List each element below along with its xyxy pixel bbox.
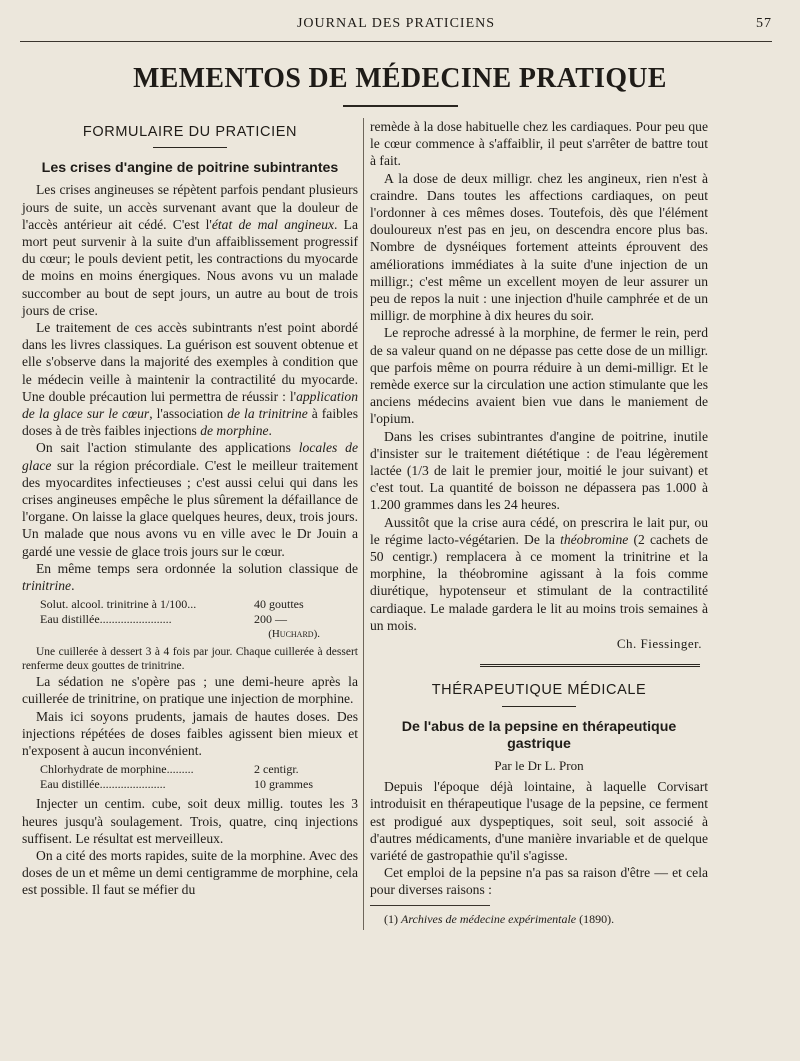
paragraph: En même temps sera ordonnée la solution classique de trinitrine.	[22, 560, 358, 594]
paragraph: Le reproche adressé à la morphine, de fermer le rein, perd de sa valeur quand on ne dépasse pas cette dose de un milligr. que parfois même on pourra réduire à un demi-milligr. Et le remède exerce sur la circulation une action stimulante que les anciens médecins avaient bien vue dans le maniement de l'opium.	[370, 325, 708, 427]
prescription-line: Eau distillée........................ 200 —	[40, 612, 287, 627]
paragraph: A la dose de deux milligr. chez les angineux, rien n'est à craindre. Dans toutes les affections cardiaques, on peut l'ordonner à ces mêmes doses. Toutefois, dès que l'élément douloureux n'est pas en jeu, on descendra encore plus bas. Nombre de dysnéiques fortement atteints éprouvent des améliorations immédiates à la suite d'une injection de un milligr.; c'est même un excellent moyen de leur assurer un peu de repos la nuit : une injection d'huile camphrée et de un milligr. de morphine à dix heures du soir.	[370, 170, 708, 324]
paragraph: Mais ici soyons prudents, jamais de hautes doses. Des injections répétées de doses faibles agissent bien mieux et n'exposent à aucun inconvénient.	[22, 708, 358, 759]
prescription-line: Chlorhydrate de morphine......... 2 centigr.	[40, 762, 299, 777]
paragraph: On a cité des morts rapides, suite de la morphine. Avec des doses de un et même un demi centigramme de morphine, cela est possible. Il faut se méfier du	[22, 847, 358, 898]
title-rule	[343, 105, 458, 107]
prescription-line: Eau distillée...................... 10 grammes	[40, 777, 313, 792]
prescription-credit: (Huchard).	[268, 628, 320, 641]
footnote: (1) Archives de médecine expérimentale (1890).	[384, 911, 615, 926]
paragraph: La sédation ne s'opère pas ; une demi-heure après la cuillerée de trinitrine, on pratique une injection de morphine.	[22, 674, 358, 707]
column-divider	[363, 118, 364, 930]
running-header	[20, 16, 772, 38]
paragraph: Cet emploi de la pepsine n'a pas sa raison d'être — et cela pour diverses raisons :	[370, 865, 708, 898]
prescription-line: Solut. alcool. trinitrine à 1/100... 40 gouttes	[40, 597, 304, 612]
prescription-note: Une cuillerée à dessert 3 à 4 fois par jour. Chaque cuillerée à dessert renferme deux gouttes de trinitrine.	[22, 646, 358, 673]
left-column	[22, 118, 358, 899]
paragraph: Dans les crises subintrantes d'angine de poitrine, inutile d'insister sur le traitement diététique : de l'eau légèrement lactée (1/3 de lait le premier jour, moitié le jour suivant) et c'est tout. La quantité de boisson ne dépassera pas 1.000 à 1.200 grammes dans les 24 heures.	[370, 428, 708, 513]
section-separator	[480, 664, 700, 670]
main-title: MEMENTOS DE MÉDECINE PRATIQUE	[133, 62, 667, 94]
paragraph-continued: remède à la dose habituelle chez les cardiaques. Pour peu que le cœur commence à s'affaiblir, il peut s'arrêter de battre tout à fait.	[370, 119, 708, 169]
page-number: 57	[756, 16, 772, 31]
section-rule	[153, 147, 227, 148]
journal-name: JOURNAL DES PRATICIENS	[296, 16, 496, 31]
footnote-rule	[370, 905, 490, 906]
paragraph: Injecter un centim. cube, soit deux millig. toutes les 3 heures jusqu'à soulagement. Trois, quatre, cinq injections suffisent. Le résultat est merveilleux.	[22, 796, 358, 846]
section-rule	[502, 706, 576, 707]
right-column	[370, 118, 708, 927]
article-title-angine: Les crises d'angine de poitrine subintrantes	[41, 160, 339, 177]
prescription-morphine	[22, 762, 358, 792]
paragraph: On sait l'action stimulante des applications locales de glace sur la région précordiale. C'est le meilleur traitement des myocardites infectieuses ; c'est aussi celui qui dans les crises angineuses empêche le plus sûrement la défaillance de l'organe. On laisse la glace quelques heures, deux, trois jours. Un malade que nous avons vu en ville avec le Dr Jouin a gardé une vessie de glace trois jours sur le cœur.	[22, 440, 358, 559]
header-rule	[20, 41, 772, 42]
paragraph: Les crises angineuses se répètent parfois pendant plusieurs jours de suite, un accès survenant avant que la douleur de l'accès antérieur ait cédé. C'est l'état de mal angineux. La mort peut survenir à la suite d'un affaiblissement progressif du cœur; le pouls devient petit, les contractions du myocarde de moins en moins énergiques. Nous avons vu un malade succomber au bout de sept jours, un autre au bout de trois jours de crise.	[22, 182, 359, 318]
paragraph: Le traitement de ces accès subintrants n'est point abordé dans les livres classiques. La guérison est souvent obtenue et elle s'observe dans la majorité des exemples à condition que le médecin veille à maintenir la contractilité du myocarde. Une double précaution lui permettra de réussir : l'application de la glace sur le cœur, l'association de la trinitrine à faibles doses à de très faibles injections de morphine.	[22, 320, 358, 439]
paragraph: Depuis l'époque déjà lointaine, à laquelle Corvisart introduisit en thérapeutique l'usage de la pepsine, ce ferment est prodigué aux dyspeptiques, soit seul, soit associé à d'autres médicaments, d'une manière invariable et de quelque variété de gastropathie qu'il s'agisse.	[370, 779, 708, 863]
author-signature: Ch. Fiessinger.	[616, 636, 702, 652]
paragraph: Aussitôt que la crise aura cédé, on prescrira le lait pur, ou le régime lacto-végétarien. De la théobromine (2 cachets de 50 centigr.) remplacera à ce moment la trinitrine et la morphine, la théobromine agissant à la fois comme diurétique, hypotenseur et stimulant de la contractilité cardiaque. Le malade gardera le lit au moins trois semaines à un mois.	[370, 514, 708, 633]
section-heading-formulaire: FORMULAIRE DU PRATICIEN	[82, 124, 298, 140]
article-title-pepsine: De l'abus de la pepsine en thérapeutique gastrique	[401, 718, 677, 752]
section-heading-therapeutique: THÉRAPEUTIQUE MÉDICALE	[431, 682, 647, 699]
prescription-trinitrine	[22, 597, 358, 642]
article-byline: Par le Dr L. Pron	[494, 757, 584, 773]
